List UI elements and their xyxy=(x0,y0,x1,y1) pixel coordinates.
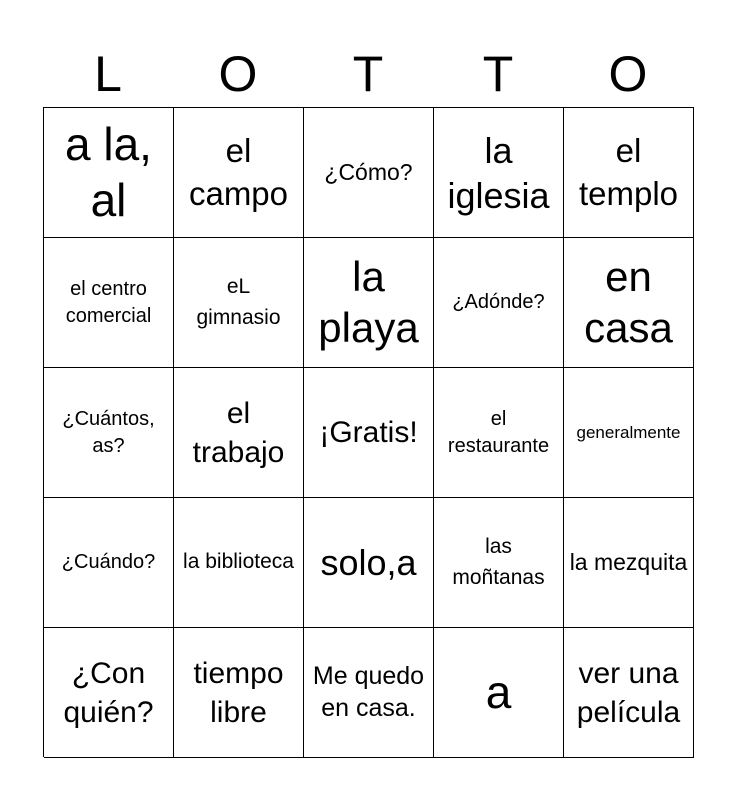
card-cell[interactable] xyxy=(44,498,174,628)
cell-text: las moñtanas xyxy=(452,535,545,589)
cell-text: eL gimnasio xyxy=(196,275,281,329)
card-cell[interactable] xyxy=(304,368,434,498)
cell-text: ¿Cuándo? xyxy=(61,551,156,573)
card-cell[interactable] xyxy=(434,238,564,368)
cell-text: a la, al xyxy=(65,118,152,226)
card-cell[interactable] xyxy=(564,238,694,368)
card-cell[interactable] xyxy=(174,238,304,368)
card-cell[interactable] xyxy=(174,628,304,758)
card-cell[interactable] xyxy=(564,368,694,498)
lotto-header xyxy=(43,42,693,106)
header-letter-o: O xyxy=(218,46,258,102)
card-cell[interactable] xyxy=(564,628,694,758)
header-letter-t: T xyxy=(352,46,384,102)
card-cell[interactable] xyxy=(44,238,174,368)
card-cell[interactable] xyxy=(434,368,564,498)
cell-text: en casa xyxy=(584,253,673,351)
card-cell[interactable] xyxy=(174,108,304,238)
cell-text: la biblioteca xyxy=(183,550,294,574)
card-cell[interactable] xyxy=(44,368,174,498)
card-cell[interactable] xyxy=(174,368,304,498)
card-cell[interactable] xyxy=(564,108,694,238)
cell-text: ¿Adónde? xyxy=(452,291,545,313)
cell-text: generalmente xyxy=(576,422,681,442)
cell-text: el centro comercial xyxy=(65,277,152,327)
cell-text: a xyxy=(485,665,512,718)
cell-text: el campo xyxy=(188,131,289,212)
cell-text: tiempo libre xyxy=(193,656,284,729)
cell-text: Me quedo en casa. xyxy=(312,662,425,722)
card-cell[interactable] xyxy=(434,498,564,628)
cell-text: solo,a xyxy=(320,542,417,583)
header-letter-t-2: T xyxy=(482,46,514,102)
cell-text: ¿Con quién? xyxy=(63,656,154,729)
bingo-card-grid xyxy=(43,107,694,757)
card-cell[interactable] xyxy=(304,498,434,628)
card-cell[interactable] xyxy=(44,108,174,238)
card-cell[interactable] xyxy=(304,628,434,758)
cell-text: la mezquita xyxy=(569,549,688,576)
cell-text: la iglesia xyxy=(447,129,550,216)
cell-text: ver una película xyxy=(576,656,681,729)
card-cell[interactable] xyxy=(564,498,694,628)
card-cell[interactable] xyxy=(44,628,174,758)
card-cell[interactable] xyxy=(174,498,304,628)
header-letter-o-2: O xyxy=(608,46,648,102)
card-cell[interactable] xyxy=(304,108,434,238)
cell-text: ¡Gratis! xyxy=(319,416,418,449)
cell-text: ¿Cómo? xyxy=(324,159,413,186)
card-cell[interactable] xyxy=(434,108,564,238)
header-letter-l: L xyxy=(94,46,122,102)
card-cell[interactable] xyxy=(304,238,434,368)
cell-text: ¿Cuántos, as? xyxy=(62,407,155,457)
cell-text: la playa xyxy=(318,253,419,351)
cell-text: el templo xyxy=(578,131,679,212)
card-cell[interactable] xyxy=(434,628,564,758)
cell-text: el restaurante xyxy=(447,407,550,457)
cell-text: el trabajo xyxy=(192,396,285,469)
